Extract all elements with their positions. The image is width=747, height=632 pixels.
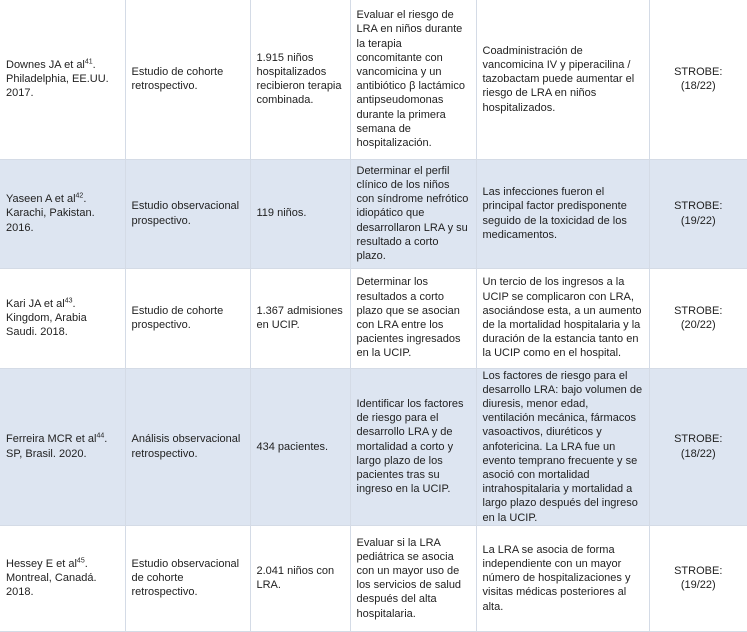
reference-number: 44	[96, 432, 105, 440]
quality-cell: STROBE: (18/22)	[649, 368, 747, 525]
design-cell: Estudio observacional prospectivo.	[125, 159, 250, 268]
objective-cell: Evaluar si la LRA pediátrica se asocia con un mayor uso de los servicios de salud después del alta hospitalaria.	[350, 525, 476, 631]
sample-cell: 1.915 niños hospitalizados recibieron terapia combinada.	[250, 0, 350, 159]
objective-cell: Identificar los factores de riesgo para el desarrollo LRA y de mortalidad a corto y largo plazo de los pacientes tras su ingreso en la UCIP.	[350, 368, 476, 525]
sample-cell: 119 niños.	[250, 159, 350, 268]
reference-number: 41	[84, 58, 93, 66]
quality-cell: STROBE: (19/22)	[649, 159, 747, 268]
reference-number: 45	[76, 557, 85, 565]
author-cell: Downes JA et $al^{41}$. Philadelphia, EE.UU. 2017.	[0, 0, 125, 159]
author-cell: Ferreira MCR et $al^{44}$. SP, Brasil. 2020.	[0, 368, 125, 525]
design-cell: Estudio de cohorte retrospectivo.	[125, 0, 250, 159]
quality-cell: STROBE: (20/22)	[649, 268, 747, 368]
result-cell: Las infecciones fueron el principal factor predisponente seguido de la toxicidad de los medicamentos.	[476, 159, 649, 268]
design-cell: Estudio de cohorte prospectivo.	[125, 268, 250, 368]
quality-cell: STROBE: (19/22)	[649, 525, 747, 631]
design-cell: Estudio observacional de cohorte retrospectivo.	[125, 525, 250, 631]
author-cell: Kari JA et $al^{43}$. Kingdom, Arabia Saudi. 2018.	[0, 268, 125, 368]
table-row	[0, 268, 747, 368]
sample-cell: 2.041 niños con LRA.	[250, 525, 350, 631]
objective-cell: Determinar el perfil clínico de los niños con síndrome nefrótico idiopático que desarrollaron LRA y su resultado a corto plazo.	[350, 159, 476, 268]
author-cell: Yaseen A et $al^{42}$. Karachi, Pakistan. 2016.	[0, 159, 125, 268]
table-row	[0, 368, 747, 525]
reference-number: 43	[64, 297, 73, 305]
design-cell: Análisis observacional retrospectivo.	[125, 368, 250, 525]
table-row	[0, 159, 747, 268]
sample-cell: 1.367 admisiones en UCIP.	[250, 268, 350, 368]
result-cell: Los factores de riesgo para el desarrollo LRA: bajo volumen de diuresis, menor edad, ventilación mecánica, fármacos vasoactivos, diuréticos y anfotericina. La LRA fue un evento temprano frecuente y se asoció con mortalidad intrahospitalaria y mortalidad a largo plazo después del ingreso en la UCIP.	[476, 368, 649, 525]
result-cell: Un tercio de los ingresos a la UCIP se complicaron con LRA, asociándose esta, a un aumento de la mortalidad hospitalaria y la duración de la estancia tanto en la UCIP como en el hospital.	[476, 268, 649, 368]
objective-cell: Evaluar el riesgo de LRA en niños durante la terapia concomitante con vancomicina y un antibiótico β lactámico antipseudomonas durante la primera semana de hospitalización.	[350, 0, 476, 159]
result-cell: La LRA se asocia de forma independiente con un mayor número de hospitalizaciones y visitas médicas posteriores al alta.	[476, 525, 649, 631]
author-cell: Hessey E et $al^{45}$. Montreal, Canadá. 2018.	[0, 525, 125, 631]
quality-cell: STROBE: (18/22)	[649, 0, 747, 159]
reference-number: 42	[75, 192, 84, 200]
result-cell: Coadministración de vancomicina IV y piperacilina / tazobactam puede aumentar el riesgo de LRA en niños hospitalizados.	[476, 0, 649, 159]
table-row	[0, 0, 747, 159]
objective-cell: Determinar los resultados a corto plazo que se asocian con LRA entre los pacientes ingresados en la UCIP.	[350, 268, 476, 368]
table-row	[0, 525, 747, 631]
sample-cell: 434 pacientes.	[250, 368, 350, 525]
